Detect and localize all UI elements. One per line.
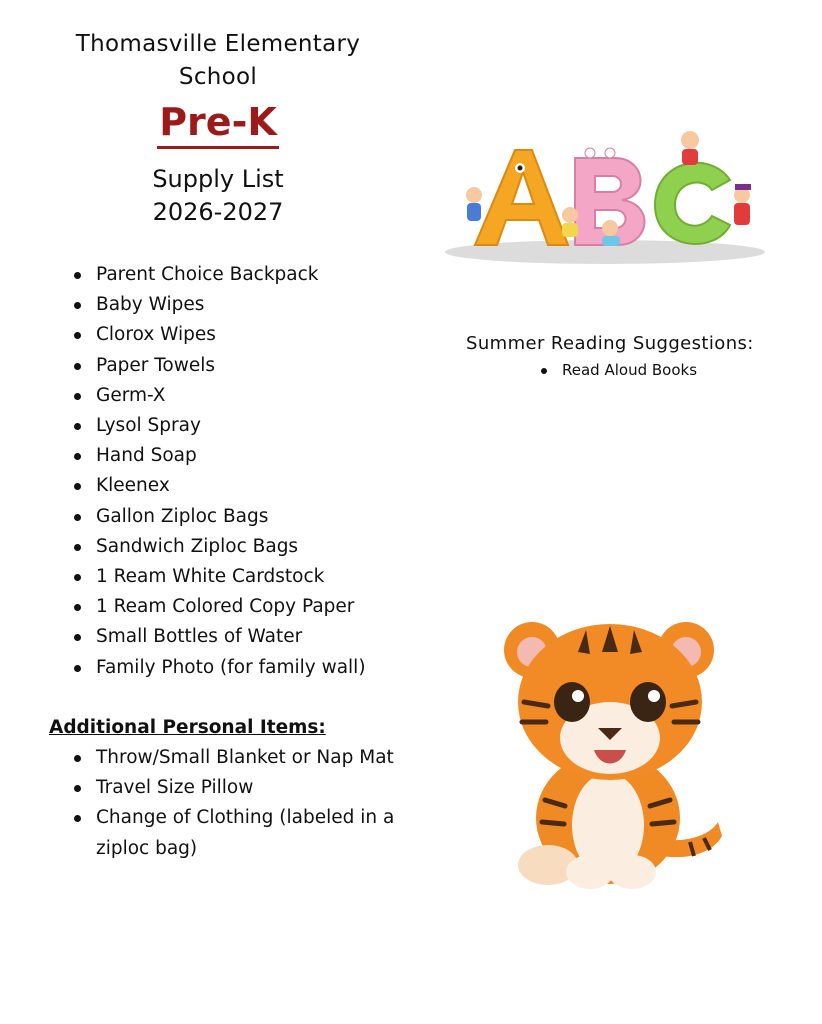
school-name: Thomasville Elementary School [75, 31, 361, 90]
list-item: Throw/Small Blanket or Nap Mat [96, 743, 396, 773]
list-item: Kleenex [96, 471, 366, 501]
list-item: Sandwich Ziploc Bags [96, 532, 366, 562]
page-header [40, 28, 396, 229]
list-title [40, 163, 396, 229]
list-item: Gallon Ziploc Bags [96, 502, 366, 532]
additional-items-heading: Additional Personal Items: [49, 717, 326, 738]
personal-items-list [96, 743, 396, 864]
summer-reading-list [562, 358, 697, 382]
list-item: Family Photo (for family wall) [96, 653, 366, 683]
list-item: Germ-X [96, 381, 366, 411]
grade-title: Pre-K [157, 100, 279, 149]
list-item: 1 Ream Colored Copy Paper [96, 592, 366, 622]
list-item: Small Bottles of Water [96, 622, 366, 652]
list-item: Parent Choice Backpack [96, 260, 366, 290]
list-item: Clorox Wipes [96, 320, 366, 350]
list-item: Change of Clothing (labeled in a ziploc bag) [96, 803, 396, 863]
school-year: 2026-2027 [152, 198, 284, 226]
list-item: Paper Towels [96, 351, 366, 381]
summer-reading-section [466, 330, 756, 379]
list-item: Lysol Spray [96, 411, 366, 441]
list-item: Hand Soap [96, 441, 366, 471]
list-item: Travel Size Pillow [96, 773, 396, 803]
list-title-text: Supply List [152, 165, 284, 193]
cartoon-tiger-cub-illustration-icon [490, 610, 730, 895]
list-item: Baby Wipes [96, 290, 366, 320]
summer-reading-heading: Summer Reading Suggestions: [466, 333, 754, 354]
abc-letters-with-kids-illustration-icon [440, 120, 775, 270]
list-item: 1 Ream White Cardstock [96, 562, 366, 592]
list-item: Read Aloud Books [562, 358, 697, 382]
supply-list [96, 260, 366, 683]
